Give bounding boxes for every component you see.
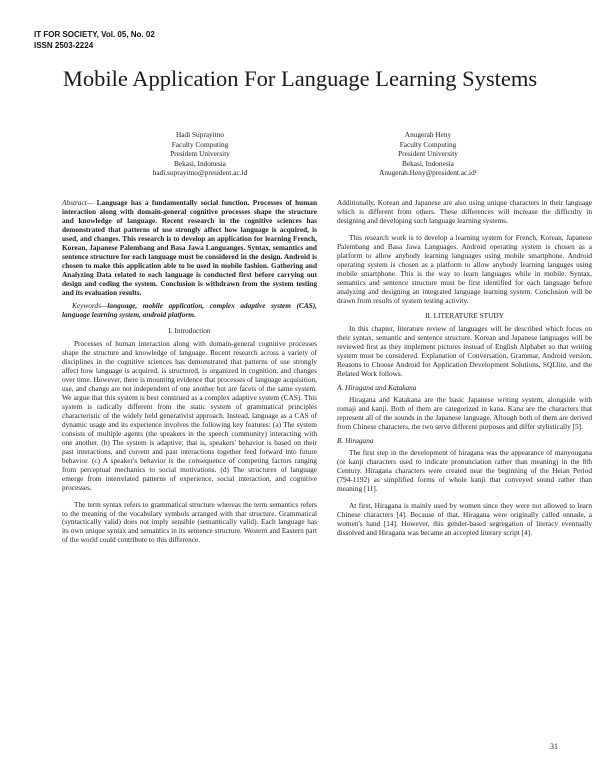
author-name: Hadi Suprayitno [175, 130, 225, 139]
keywords-label: Keywords— [72, 301, 108, 311]
author-email: Anugerah.Heny@president.ac.id¹ [379, 168, 477, 178]
journal-header [34, 29, 155, 51]
author-block-2 [328, 130, 528, 178]
author-univ: President University [398, 149, 458, 159]
author-dept: Faculty Computing [399, 139, 457, 149]
right-paragraph-1: Additionally, Korean and Japanese are also using unique characters in their language which is different from others. These differences will increase the difficulty in designing and developing such language learning systems. [337, 198, 592, 225]
author-block-1 [100, 130, 300, 178]
author-dept: Faculty Computing [171, 139, 229, 149]
subsection-b-paragraph-2: At first, Hiragana is mainly used by women since they were not allowed to learn Chinese characters [4]. Because of that, Hiragana were originally called onnade, a women's hand [14]. However, this gender-based segregation of literacy eventually dissolved and Hiragana was became an accepted literary script [4]. [337, 500, 592, 537]
literature-paragraph: In this chapter, literature review of languages will be described which focus on their syntax, semantic and sentence structure. Korean and Japanese languages will be reviewed first as they implement pictures instead of English Alphabet so that writing system must be considered. Explanation of Conversation, Grammar, Android version, Reasons to Choose Android for Application Development Solutions, SQLlite, and the Related Work follows. [337, 324, 592, 379]
subsection-b-paragraph-1: The first step in the development of hiragana was the appearance of manyougana (or kanji characters used to indicate pronunciation rather than meaning) in the 8th Century. Hiragana characters were created near the beginning of the Heian Period (794-1192) as simplified forms of whole kanji that conveyed sound rather than meaning [11]. [337, 447, 592, 493]
subsection-a-paragraph: Hiragana and Katakana are the basic Japanese writing system, alongside with romaji and kanji. Both of them are categorized in kana. Kana are the characters that represent all of the sounds in the Japanese language. Altough both of them are derived from Chinese characters, the two serve different purposes and differ stylistically [5]. [337, 395, 592, 431]
keywords [62, 302, 317, 320]
journal-issn: ISSN 2503-2224 [34, 41, 94, 50]
right-column [337, 199, 592, 537]
paper-title: Mobile Application For Language Learning Systems [62, 66, 538, 91]
page-number: 31 [550, 742, 558, 751]
intro-paragraph-2: The term syntax refers to grammatical structure whereas the term semantics refers to the meaning of the vocabulary symbols arranged with that structure. Grammatical (syntactically valid) does not imply sensible (semantically valid). Each language has its own unique syntax and semantics in its sentence structure. Western and Eastern part of the world could contribute to this difference. [62, 499, 317, 545]
abstract-label: Abstract— [62, 198, 94, 207]
right-paragraph-2: This research work is to develop a learning system for French, Korean, Japanese Palembang and Basa Jawa Languages. Android operating system is chosen as a platform to allow anybody learning languages using mobile smartphone. Android operating system is chosen as a platform to allow anybody learning languges using mobile smartphone. This is the way to learn languages while in mobile. Syntax, semantics and sentence structure must be first identified for each language before analyzing and designing an integrated language learning system. Conclusion will be drawn from results of system testing activity. [337, 232, 592, 305]
intro-paragraph-1: Processes of human interaction along with domain-general cognitive processes shape the structure and knowledge of language. Recent research across a variety of disciplines in the cognitive sciences has demonstrated that patterns of use strongly affect how language is acquired, is structured, is organized in cognition, and changes over time. However, there is mounting evidence that processes of language acquisition, use, and change are not independent of one another but are facets of the same system. We argue that this system is best construed as a complex adaptive system (CAS). This system is radically different from the static system of grammatical principles characteristic of the widely held generativist approach. Instead, language as a CAS of dynamic usage and its experience involves the following key features: (a) The system consists of multiple agents (the speakers in the speech community) interacting with one another. (b) The system is adaptive; that is, speakers' behavior is based on their past interactions, and current and past interactions together feed forward into future behavior. (c) A speaker's behavior is the consequence of competing factors ranging from perceptual mechanics to social motivations. (d) The structures of language emerge from interrelated patterns of experience, social interaction, and cognitive processes. [62, 339, 317, 492]
author-city: Bekasi, Indonesia [174, 158, 226, 168]
journal-volume: IT FOR SOCIETY, Vol. 05, No. 02 [34, 30, 155, 39]
keywords-text: language, mobile application, complex adaptive system (CAS), language learning system, android platform. [62, 301, 317, 320]
left-column [62, 199, 317, 545]
author-name: Anugerah Heny [404, 130, 452, 139]
author-univ: President University [170, 149, 230, 159]
abstract-text: Language has a fundamentally social function. Processes of human interaction along with domain-general cognitive processes shape the structure and knowledge of language. Recent research in the cognitive sciences has demonstrated that patterns of use strongly affect how language is acquired, is used, and changes. This research is to develop an application for learning French, Korean, Japanese Palembang and Basa Jawa Languanges. Syntax, semantics and sentence structure for each language must be considered in the design. Android is chosen to make this application able to be used in mobile fashion. Gathering and Analyzing Data related to each language is conducted first before carrying out design and coding the system. Conclusion is withdrawn from the system testing and its evaluation results. [62, 198, 317, 297]
section-heading-introduction: I. Introduction [168, 326, 211, 336]
subsection-heading-a: A. Hiragana and Katakana [337, 383, 417, 393]
section-heading-literature: II. LITERATURE STUDY [425, 311, 504, 321]
abstract [62, 199, 317, 297]
author-email: hadi.suprayitno@president.ac.id [152, 168, 248, 178]
author-city: Bekasi, Indonesia [402, 158, 454, 168]
subsection-heading-b: B. Hiragana [337, 435, 374, 445]
